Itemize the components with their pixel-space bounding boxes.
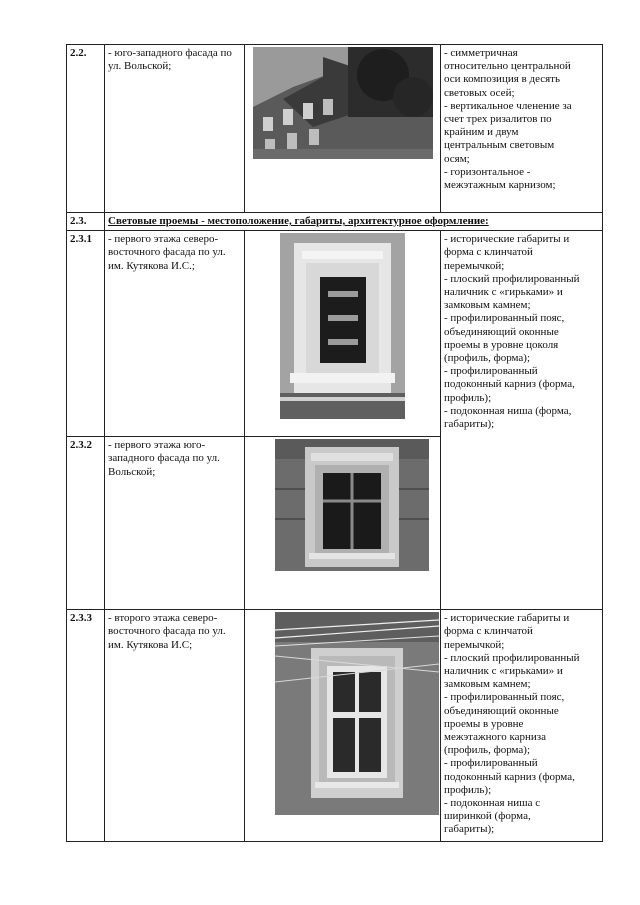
row-label: - второго этажа северо-восточного фасада по ул. им. Кутякова И.С; (105, 610, 245, 842)
photo-cell (245, 231, 441, 437)
row-description: - исторические габариты и форма с клинчатой перемычкой; - плоский профилированный наличник с «гирьками» и замковым камнем; - профилированный пояс, объединяющий оконные проемы в уровне межэтажного карниза (профиль, форма); - профилированный подоконный карниз (форма, профиль); - подоконная ниша с ширинкой (форма, габариты); (441, 610, 603, 842)
row-label: - юго-западного фасада по ул. Вольской; (105, 45, 245, 213)
window-photo (275, 439, 429, 571)
section-row (67, 213, 603, 231)
row-description: - исторические габариты и форма с клинчатой перемычкой; - плоский профилированный наличник с «гирьками» и замковым камнем; - профилированный пояс, объединяющий оконные проемы в уровне цоколя (профиль, форма); - профилированный подоконный карниз (форма, профиль); - подоконная ниша (форма, габариты); (441, 231, 603, 610)
row-number: 2.3.3 (67, 610, 105, 842)
photo-cell (245, 610, 441, 842)
section-title: Световые проемы - местоположение, габариты, архитектурное оформление: (105, 213, 603, 231)
protection-subject-table (66, 44, 603, 842)
window-photo (280, 233, 405, 419)
photo-cell (245, 437, 441, 610)
window-photo (275, 612, 439, 815)
photo-cell (245, 45, 441, 213)
row-description: - симметричная относительно центральной оси композиция в десять световых осей; - вертикальное членение за счет трех ризалитов по крайним и двум центральным световым осям; - горизонтальное - межэтажным карнизом; (441, 45, 603, 213)
table-row (67, 45, 603, 213)
row-label: - первого этажа юго-западного фасада по ул. Вольской; (105, 437, 245, 610)
row-number: 2.3.2 (67, 437, 105, 610)
table-row (67, 231, 603, 437)
row-label: - первого этажа северо-восточного фасада по ул. им. Кутякова И.С.; (105, 231, 245, 437)
facade-photo (253, 47, 433, 159)
row-number: 2.2. (67, 45, 105, 213)
section-number: 2.3. (67, 213, 105, 231)
table-row (67, 610, 603, 842)
row-number: 2.3.1 (67, 231, 105, 437)
